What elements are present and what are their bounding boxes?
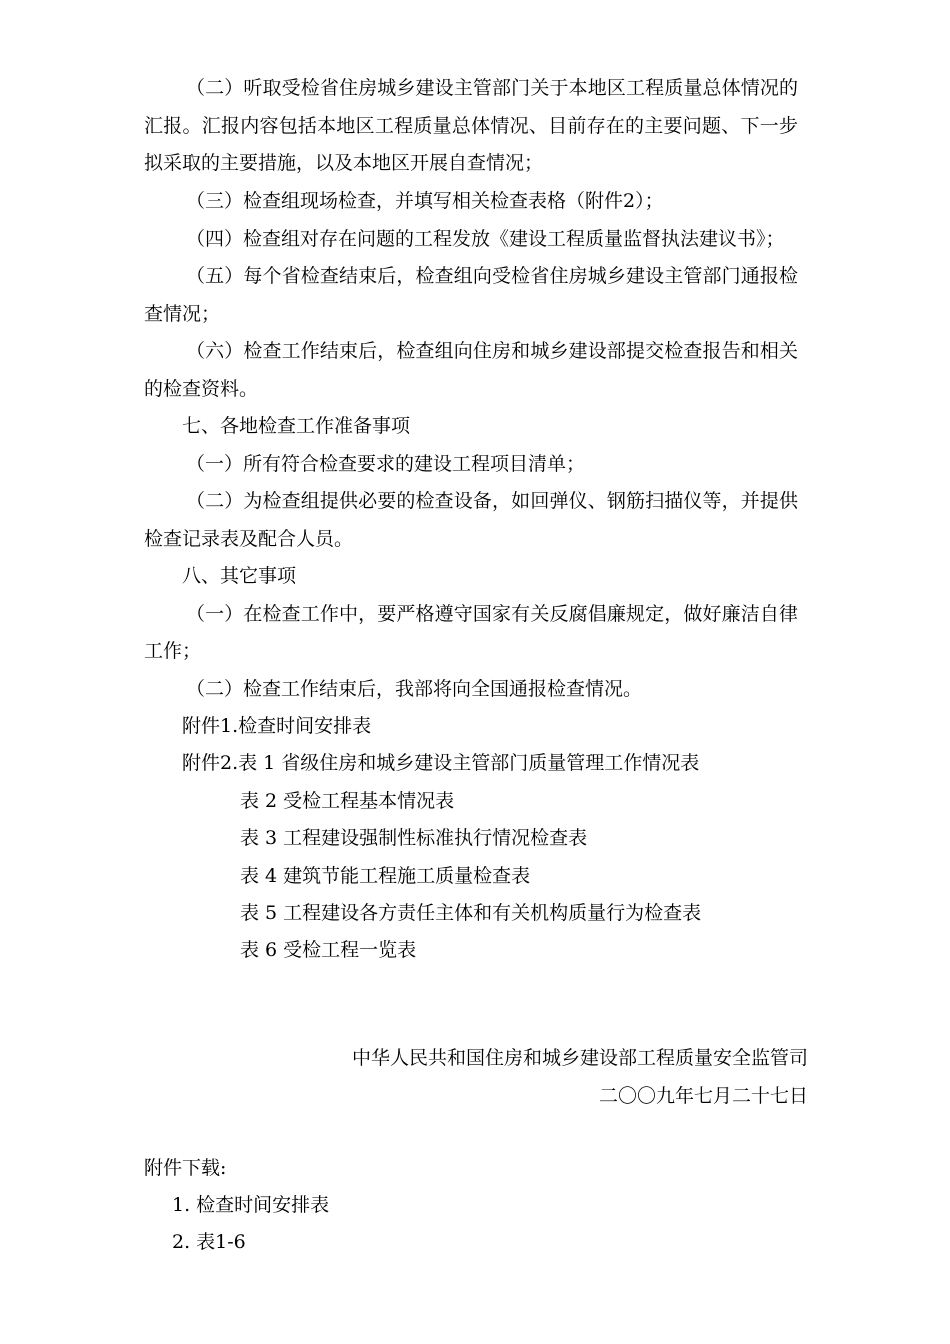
attachment-table-item: 表 3 工程建设强制性标准执行情况检查表 bbox=[240, 827, 588, 849]
downloads-heading: 附件下载: bbox=[144, 1157, 227, 1179]
signature-date: 二〇〇九年七月二十七日 bbox=[598, 1085, 808, 1107]
paragraph-line: 的检查资料。 bbox=[144, 378, 259, 400]
paragraph-line: （二）检查工作结束后，我部将向全国通报检查情况。 bbox=[186, 678, 643, 700]
section-heading: 七、各地检查工作准备事项 bbox=[182, 415, 411, 437]
attachment-table-item: 表 2 受检工程基本情况表 bbox=[240, 790, 455, 812]
paragraph-line: 汇报。汇报内容包括本地区工程质量总体情况、目前存在的主要问题、下一步 bbox=[144, 115, 798, 137]
paragraph-line: （一）所有符合检查要求的建设工程项目清单； bbox=[186, 453, 586, 475]
paragraph-line: （二）听取受检省住房城乡建设主管部门关于本地区工程质量总体情况的 bbox=[186, 77, 798, 99]
paragraph-line: （二）为检查组提供必要的检查设备，如回弹仪、钢筋扫描仪等，并提供 bbox=[186, 490, 798, 512]
attachment-item: 附件1.检查时间安排表 bbox=[182, 715, 372, 737]
paragraph-line: （五）每个省检查结束后，检查组向受检省住房城乡建设主管部门通报检 bbox=[186, 265, 798, 287]
attachment-item: 附件2.表 1 省级住房和城乡建设主管部门质量管理工作情况表 bbox=[182, 752, 700, 774]
paragraph-line: （六）检查工作结束后，检查组向住房和城乡建设部提交检查报告和相关 bbox=[186, 340, 798, 362]
download-link-schedule[interactable]: 1. 检查时间安排表 bbox=[172, 1194, 330, 1216]
download-link-tables[interactable]: 2. 表1-6 bbox=[172, 1231, 246, 1253]
attachment-table-item: 表 4 建筑节能工程施工质量检查表 bbox=[240, 865, 531, 887]
paragraph-line: （三）检查组现场检查，并填写相关检查表格（附件2）； bbox=[186, 190, 664, 212]
paragraph-line: 工作； bbox=[144, 640, 202, 662]
paragraph-line: 查情况； bbox=[144, 303, 221, 325]
attachment-table-item: 表 6 受检工程一览表 bbox=[240, 939, 417, 961]
paragraph-line: （四）检查组对存在问题的工程发放《建设工程质量监督执法建议书》； bbox=[186, 228, 785, 250]
paragraph-line: （一）在检查工作中，要严格遵守国家有关反腐倡廉规定，做好廉洁自律 bbox=[186, 603, 798, 625]
paragraph-line: 拟采取的主要措施，以及本地区开展自查情况； bbox=[144, 152, 544, 174]
attachment-table-item: 表 5 工程建设各方责任主体和有关机构质量行为检查表 bbox=[240, 902, 702, 924]
section-heading: 八、其它事项 bbox=[182, 565, 297, 587]
paragraph-line: 检查记录表及配合人员。 bbox=[144, 528, 354, 550]
signature-org: 中华人民共和国住房和城乡建设部工程质量安全监管司 bbox=[351, 1047, 808, 1069]
